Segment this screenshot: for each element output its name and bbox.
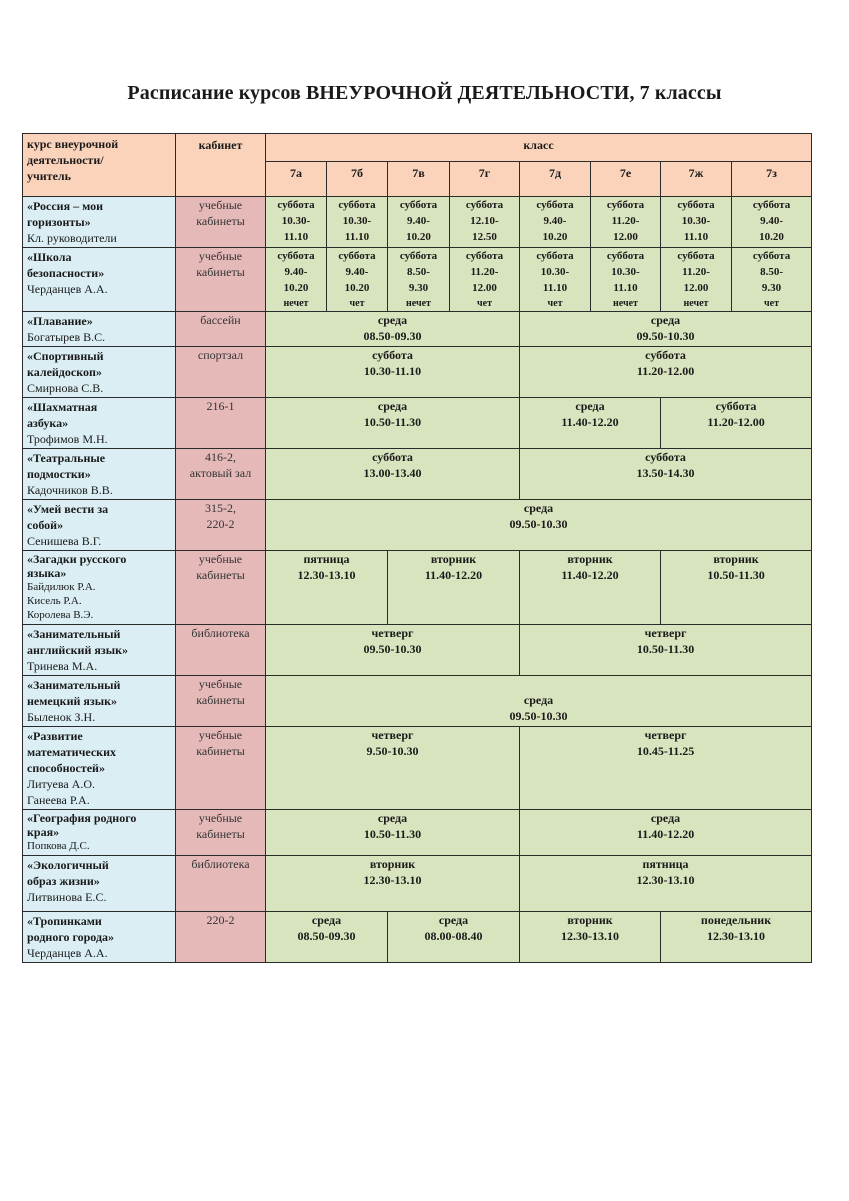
course-cell: «Театральные подмостки» Кадочников В.В. <box>23 449 176 500</box>
schedule-cell: четверг 10.45-11.25 <box>520 727 812 810</box>
schedule-cell: суббота 13.00-13.40 <box>266 449 520 500</box>
schedule-cell: суббота 10.30-11.10 <box>266 347 520 398</box>
course-cell: «Развитие математических способностей» Литуева А.О. Ганеева Р.А. <box>23 727 176 810</box>
header-course: курс внеурочной деятельности/ учитель <box>23 134 176 197</box>
room-cell: 315-2, 220-2 <box>176 500 266 551</box>
schedule-cell: суббота 9.40- 10.20 нечет <box>266 248 327 312</box>
table-row <box>23 810 812 856</box>
schedule-cell: вторник 12.30-13.10 <box>520 912 661 963</box>
schedule-cell: вторник 10.50-11.30 <box>661 551 812 625</box>
course-cell: «Умей вести за собой» Сенишева В.Г. <box>23 500 176 551</box>
schedule-cell: суббота 11.20- 12.00 <box>591 197 661 248</box>
schedule-cell: среда 09.50-10.30 <box>266 500 812 551</box>
table-row <box>23 449 812 500</box>
grade-7e: 7е <box>591 162 661 197</box>
schedule-cell: пятница 12.30-13.10 <box>520 856 812 912</box>
schedule-cell: четверг 10.50-11.30 <box>520 625 812 676</box>
course-cell: «Плавание» Богатырев В.С. <box>23 312 176 347</box>
course-cell: «Экологичный образ жизни» Литвинова Е.С. <box>23 856 176 912</box>
room-cell: библиотека <box>176 625 266 676</box>
schedule-cell: среда 10.50-11.30 <box>266 398 520 449</box>
room-cell: спортзал <box>176 347 266 398</box>
grade-7a: 7а <box>266 162 327 197</box>
schedule-cell: среда 10.50-11.30 <box>266 810 520 856</box>
schedule-cell: четверг 9.50-10.30 <box>266 727 520 810</box>
table-row <box>23 625 812 676</box>
schedule-cell: суббота 10.30- 11.10 нечет <box>591 248 661 312</box>
grade-7zh: 7ж <box>661 162 732 197</box>
course-cell: «География родного края» Попкова Д.С. <box>23 810 176 856</box>
course-cell: «Занимательный немецкий язык» Быленок З.Н. <box>23 676 176 727</box>
schedule-cell: суббота 8.50- 9.30 нечет <box>388 248 450 312</box>
room-cell: бассейн <box>176 312 266 347</box>
course-cell: «Шахматная азбука» Трофимов М.Н. <box>23 398 176 449</box>
table-row <box>23 197 812 248</box>
course-cell: «Школа безопасности» Черданцев А.А. <box>23 248 176 312</box>
room-cell: учебные кабинеты <box>176 676 266 727</box>
table-row <box>23 347 812 398</box>
grade-7g: 7г <box>450 162 520 197</box>
schedule-cell: пятница 12.30-13.10 <box>266 551 388 625</box>
schedule-cell: суббота 11.20- 12.00 нечет <box>661 248 732 312</box>
grade-7z: 7з <box>732 162 812 197</box>
schedule-cell: суббота 9.40- 10.20 чет <box>327 248 388 312</box>
course-cell: «Тропинками родного города» Черданцев А.А. <box>23 912 176 963</box>
table-row <box>23 312 812 347</box>
schedule-cell: суббота 12.10- 12.50 <box>450 197 520 248</box>
table-row <box>23 856 812 912</box>
schedule-cell: суббота 11.20-12.00 <box>520 347 812 398</box>
schedule-cell: среда 09.50-10.30 <box>520 312 812 347</box>
schedule-cell: суббота 10.30- 11.10 чет <box>520 248 591 312</box>
schedule-cell: вторник 11.40-12.20 <box>520 551 661 625</box>
schedule-cell: вторник 11.40-12.20 <box>388 551 520 625</box>
schedule-cell: среда 08.50-09.30 <box>266 312 520 347</box>
table-row <box>23 398 812 449</box>
grade-7b: 7б <box>327 162 388 197</box>
schedule-table <box>22 133 812 963</box>
table-row <box>23 551 812 625</box>
room-cell: 216-1 <box>176 398 266 449</box>
course-cell: «Россия – мои горизонты» Кл. руководители <box>23 197 176 248</box>
schedule-cell: среда 11.40-12.20 <box>520 398 661 449</box>
header-class: класс <box>266 134 812 162</box>
schedule-cell: суббота 11.20-12.00 <box>661 398 812 449</box>
room-cell: библиотека <box>176 856 266 912</box>
room-cell: учебные кабинеты <box>176 551 266 625</box>
room-cell: учебные кабинеты <box>176 727 266 810</box>
page-title: Расписание курсов ВНЕУРОЧНОЙ ДЕЯТЕЛЬНОСТИ, 7 классы <box>127 82 722 104</box>
grade-7d: 7д <box>520 162 591 197</box>
table-row <box>23 248 812 312</box>
course-cell: «Спортивный калейдоскоп» Смирнова С.В. <box>23 347 176 398</box>
schedule-cell: суббота 8.50- 9.30 чет <box>732 248 812 312</box>
table-row <box>23 500 812 551</box>
schedule-cell: среда 11.40-12.20 <box>520 810 812 856</box>
course-cell: «Занимательный английский язык» Тринева М.А. <box>23 625 176 676</box>
room-cell: 220-2 <box>176 912 266 963</box>
room-cell: 416-2, актовый зал <box>176 449 266 500</box>
schedule-cell: вторник 12.30-13.10 <box>266 856 520 912</box>
schedule-cell: среда 08.00-08.40 <box>388 912 520 963</box>
room-cell: учебные кабинеты <box>176 248 266 312</box>
schedule-cell: понедельник 12.30-13.10 <box>661 912 812 963</box>
schedule-cell: суббота 9.40- 10.20 <box>388 197 450 248</box>
table-row <box>23 912 812 963</box>
table-row <box>23 727 812 810</box>
room-cell: учебные кабинеты <box>176 810 266 856</box>
schedule-cell: суббота 9.40- 10.20 <box>732 197 812 248</box>
schedule-cell: четверг 09.50-10.30 <box>266 625 520 676</box>
room-cell: учебные кабинеты <box>176 197 266 248</box>
table-row <box>23 676 812 727</box>
course-cell: «Загадки русского языка» Байдилюк Р.А. Кисель Р.А. Королева В.Э. <box>23 551 176 625</box>
grade-7v: 7в <box>388 162 450 197</box>
schedule-cell: суббота 11.20- 12.00 чет <box>450 248 520 312</box>
schedule-cell: суббота 10.30- 11.10 <box>327 197 388 248</box>
schedule-cell: суббота 10.30- 11.10 <box>661 197 732 248</box>
schedule-cell: среда 08.50-09.30 <box>266 912 388 963</box>
header-room: кабинет <box>176 134 266 197</box>
schedule-cell: суббота 9.40- 10.20 <box>520 197 591 248</box>
schedule-cell: суббота 10.30- 11.10 <box>266 197 327 248</box>
schedule-cell: суббота 13.50-14.30 <box>520 449 812 500</box>
schedule-cell: среда 09.50-10.30 <box>266 676 812 727</box>
